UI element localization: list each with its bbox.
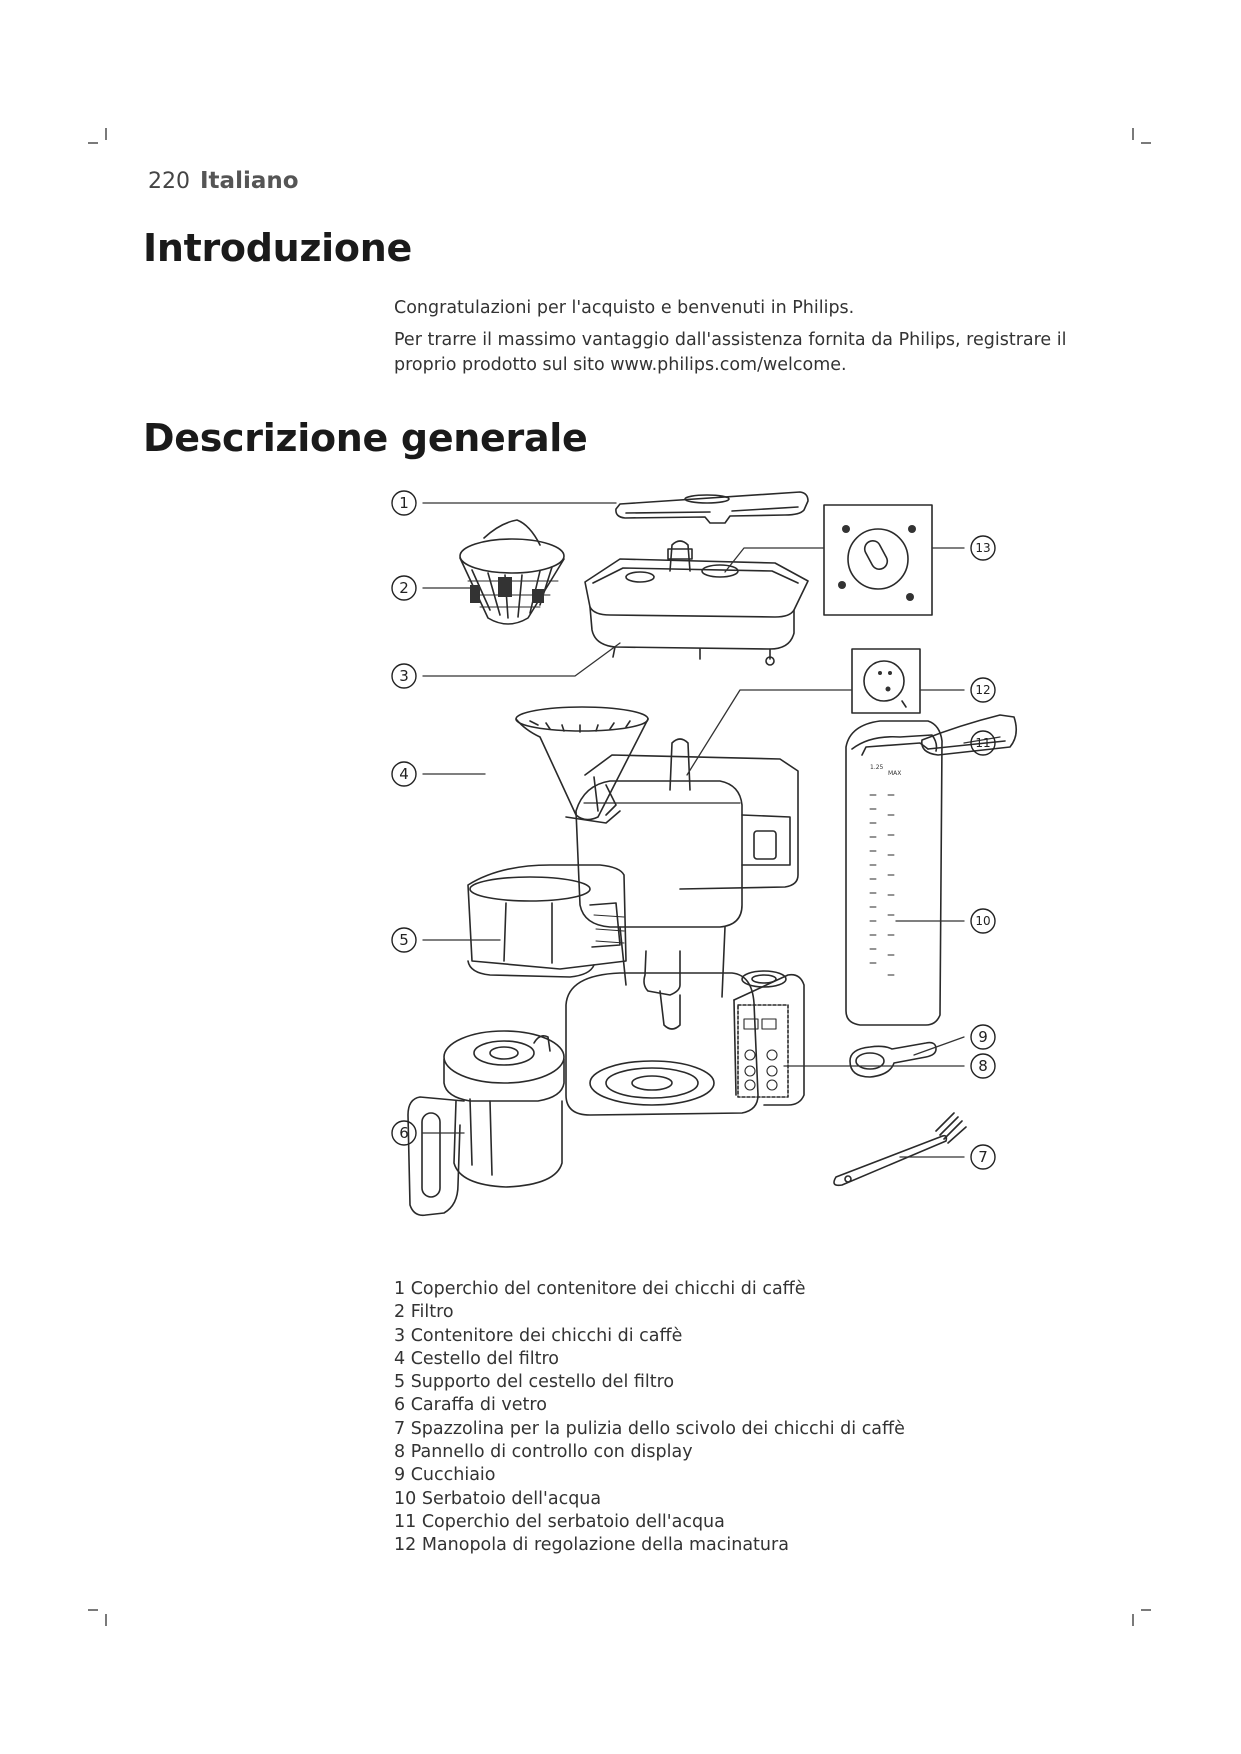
bean-container-illustration [585, 541, 808, 665]
callout-4: 4 [399, 765, 409, 783]
callout-10: 10 [975, 914, 991, 928]
cleaning-brush-illustration [834, 1113, 966, 1185]
parts-list-item: 11 Coperchio del serbatoio dell'acqua [394, 1511, 725, 1532]
intro-paragraph-2: Per trarre il massimo vantaggio dall'assistenza fornita da Philips, registrare il proprio prodotto sul sito www.philips.com/welcome. [394, 330, 1067, 375]
overview-heading: Descrizione generale [143, 416, 588, 460]
grind-knob-inset-12 [852, 649, 920, 713]
parts-list-item: 3 Contenitore dei chicchi di caffè [394, 1325, 683, 1346]
parts-list-item: 1 Coperchio del contenitore dei chicchi di caffè [394, 1279, 806, 1299]
product-diagram [380, 485, 1110, 1225]
callout-13: 13 [975, 541, 991, 555]
filter-illustration [460, 520, 564, 624]
language-label: Italiano [200, 168, 299, 194]
parts-list-item: 8 Pannello di controllo con display [394, 1442, 693, 1463]
parts-list-item: 12 Manopola di regolazione della macinatura [394, 1535, 789, 1556]
parts-list-item: 2 Filtro [394, 1302, 454, 1323]
callout-1: 1 [399, 494, 409, 512]
intro-paragraph-1: Congratulazioni per l'acquisto e benvenuti in Philips. [394, 298, 855, 318]
callout-7: 7 [978, 1148, 988, 1166]
tank-scale-label: 1.25 [870, 764, 884, 771]
callout-8: 8 [978, 1057, 988, 1075]
callout-5: 5 [399, 931, 409, 949]
water-tank-illustration [846, 721, 942, 1025]
callout-2: 2 [399, 579, 409, 597]
tank-max-label: MAX [888, 770, 902, 777]
filter-holder-illustration [516, 707, 648, 823]
filter-holder-support-illustration [468, 865, 626, 977]
coffee-machine-illustration [566, 739, 804, 1115]
intro-heading: Introduzione [143, 226, 412, 270]
callout-12: 12 [975, 683, 991, 697]
page-header [148, 168, 299, 194]
glass-carafe-illustration [408, 1031, 564, 1215]
parts-list-item: 9 Cucchiaio [394, 1465, 496, 1486]
callout-6: 6 [399, 1124, 409, 1142]
measuring-spoon-illustration [850, 1043, 936, 1077]
callout-9: 9 [978, 1028, 988, 1046]
parts-list-item: 10 Serbatoio dell'acqua [394, 1488, 602, 1509]
callout-11: 11 [975, 736, 991, 750]
page-number: 220 [148, 169, 190, 194]
parts-list-item: 7 Spazzolina per la pulizia dello scivolo dei chicchi di caffè [394, 1418, 905, 1439]
parts-list-item: 4 Cestello del filtro [394, 1348, 559, 1369]
bean-container-lid-illustration [616, 492, 808, 523]
grind-knob-inset-13 [824, 505, 932, 615]
callout-3: 3 [399, 667, 409, 685]
parts-list-item: 5 Supporto del cestello del filtro [394, 1372, 675, 1393]
parts-list [394, 1278, 905, 1558]
parts-list-item: 6 Caraffa di vetro [394, 1395, 547, 1416]
